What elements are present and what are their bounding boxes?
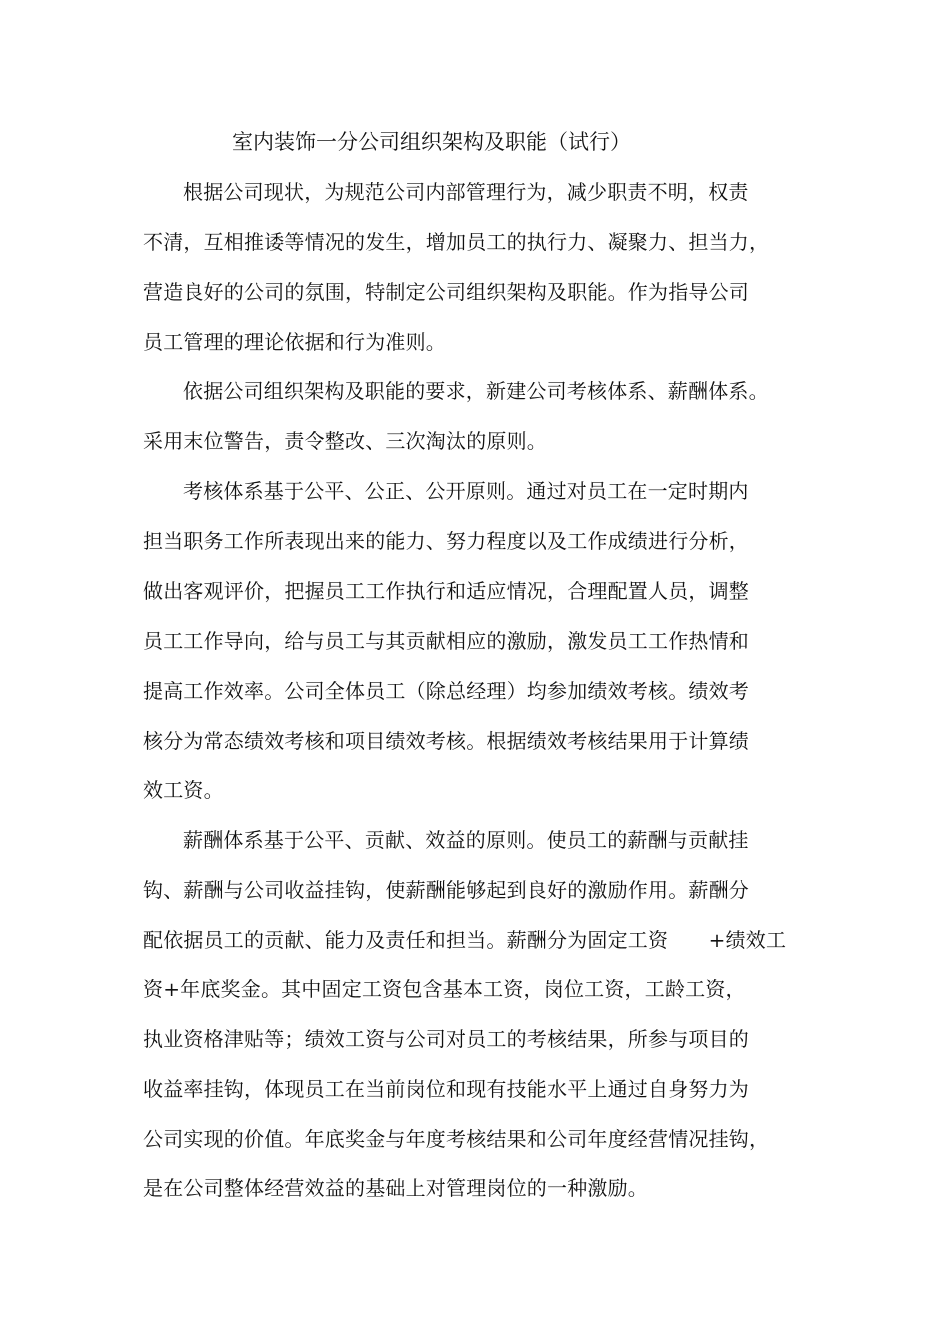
- paragraph-4-line-3: 配依据员工的贡献、能力及责任和担当。薪酬分为固定工资 +绩效工: [143, 928, 787, 952]
- paragraph-1-line-1: 根据公司现状，为规范公司内部管理行为，减少职责不明，权责: [183, 180, 749, 204]
- paragraph-4-line-5: 执业资格津贴等；绩效工资与公司对员工的考核结果，所参与项目的: [143, 1027, 749, 1051]
- paragraph-1-line-4: 员工管理的理论依据和行为准则。: [143, 330, 446, 354]
- paragraph-4-line-4: 资+年底奖金。其中固定工资包含基本工资，岗位工资，工龄工资，: [143, 977, 746, 1001]
- paragraph-1-line-2: 不清，互相推诿等情况的发生，增加员工的执行力、凝聚力、担当力，: [143, 230, 770, 254]
- paragraph-4-line-7: 公司实现的价值。年底奖金与年度考核结果和公司年度经营情况挂钩，: [143, 1127, 770, 1151]
- paragraph-3-line-4: 员工工作导向，给与员工与其贡献相应的激励，激发员工工作热情和: [143, 629, 749, 653]
- paragraph-2-line-1: 依据公司组织架构及职能的要求，新建公司考核体系、薪酬体系。: [183, 379, 769, 403]
- paragraph-4-line-2: 钩、薪酬与公司收益挂钩，使薪酬能够起到良好的激励作用。薪酬分: [143, 878, 749, 902]
- paragraph-3-line-1: 考核体系基于公平、公正、公开原则。通过对员工在一定时期内: [183, 479, 749, 503]
- paragraph-4-line-8: 是在公司整体经营效益的基础上对管理岗位的一种激励。: [143, 1176, 648, 1200]
- paragraph-1-line-3: 营造良好的公司的氛围，特制定公司组织架构及职能。作为指导公司: [143, 280, 749, 304]
- paragraph-3-line-5: 提高工作效率。公司全体员工（除总经理）均参加绩效考核。绩效考: [143, 679, 749, 703]
- paragraph-3-line-6: 核分为常态绩效考核和项目绩效考核。根据绩效考核结果用于计算绩: [143, 729, 749, 753]
- paragraph-3-line-3: 做出客观评价，把握员工工作执行和适应情况，合理配置人员，调整: [143, 579, 749, 603]
- paragraph-2-line-2: 采用末位警告，责令整改、三次淘汰的原则。: [143, 429, 547, 453]
- document-title: 室内装饰一分公司组织架构及职能（试行）: [232, 130, 631, 154]
- paragraph-4-line-1: 薪酬体系基于公平、贡献、效益的原则。使员工的薪酬与贡献挂: [183, 828, 749, 852]
- paragraph-3-line-7: 效工资。: [143, 778, 224, 802]
- paragraph-3-line-2: 担当职务工作所表现出来的能力、努力程度以及工作成绩进行分析，: [143, 529, 749, 553]
- paragraph-4-line-6: 收益率挂钩，体现员工在当前岗位和现有技能水平上通过自身努力为: [143, 1077, 749, 1101]
